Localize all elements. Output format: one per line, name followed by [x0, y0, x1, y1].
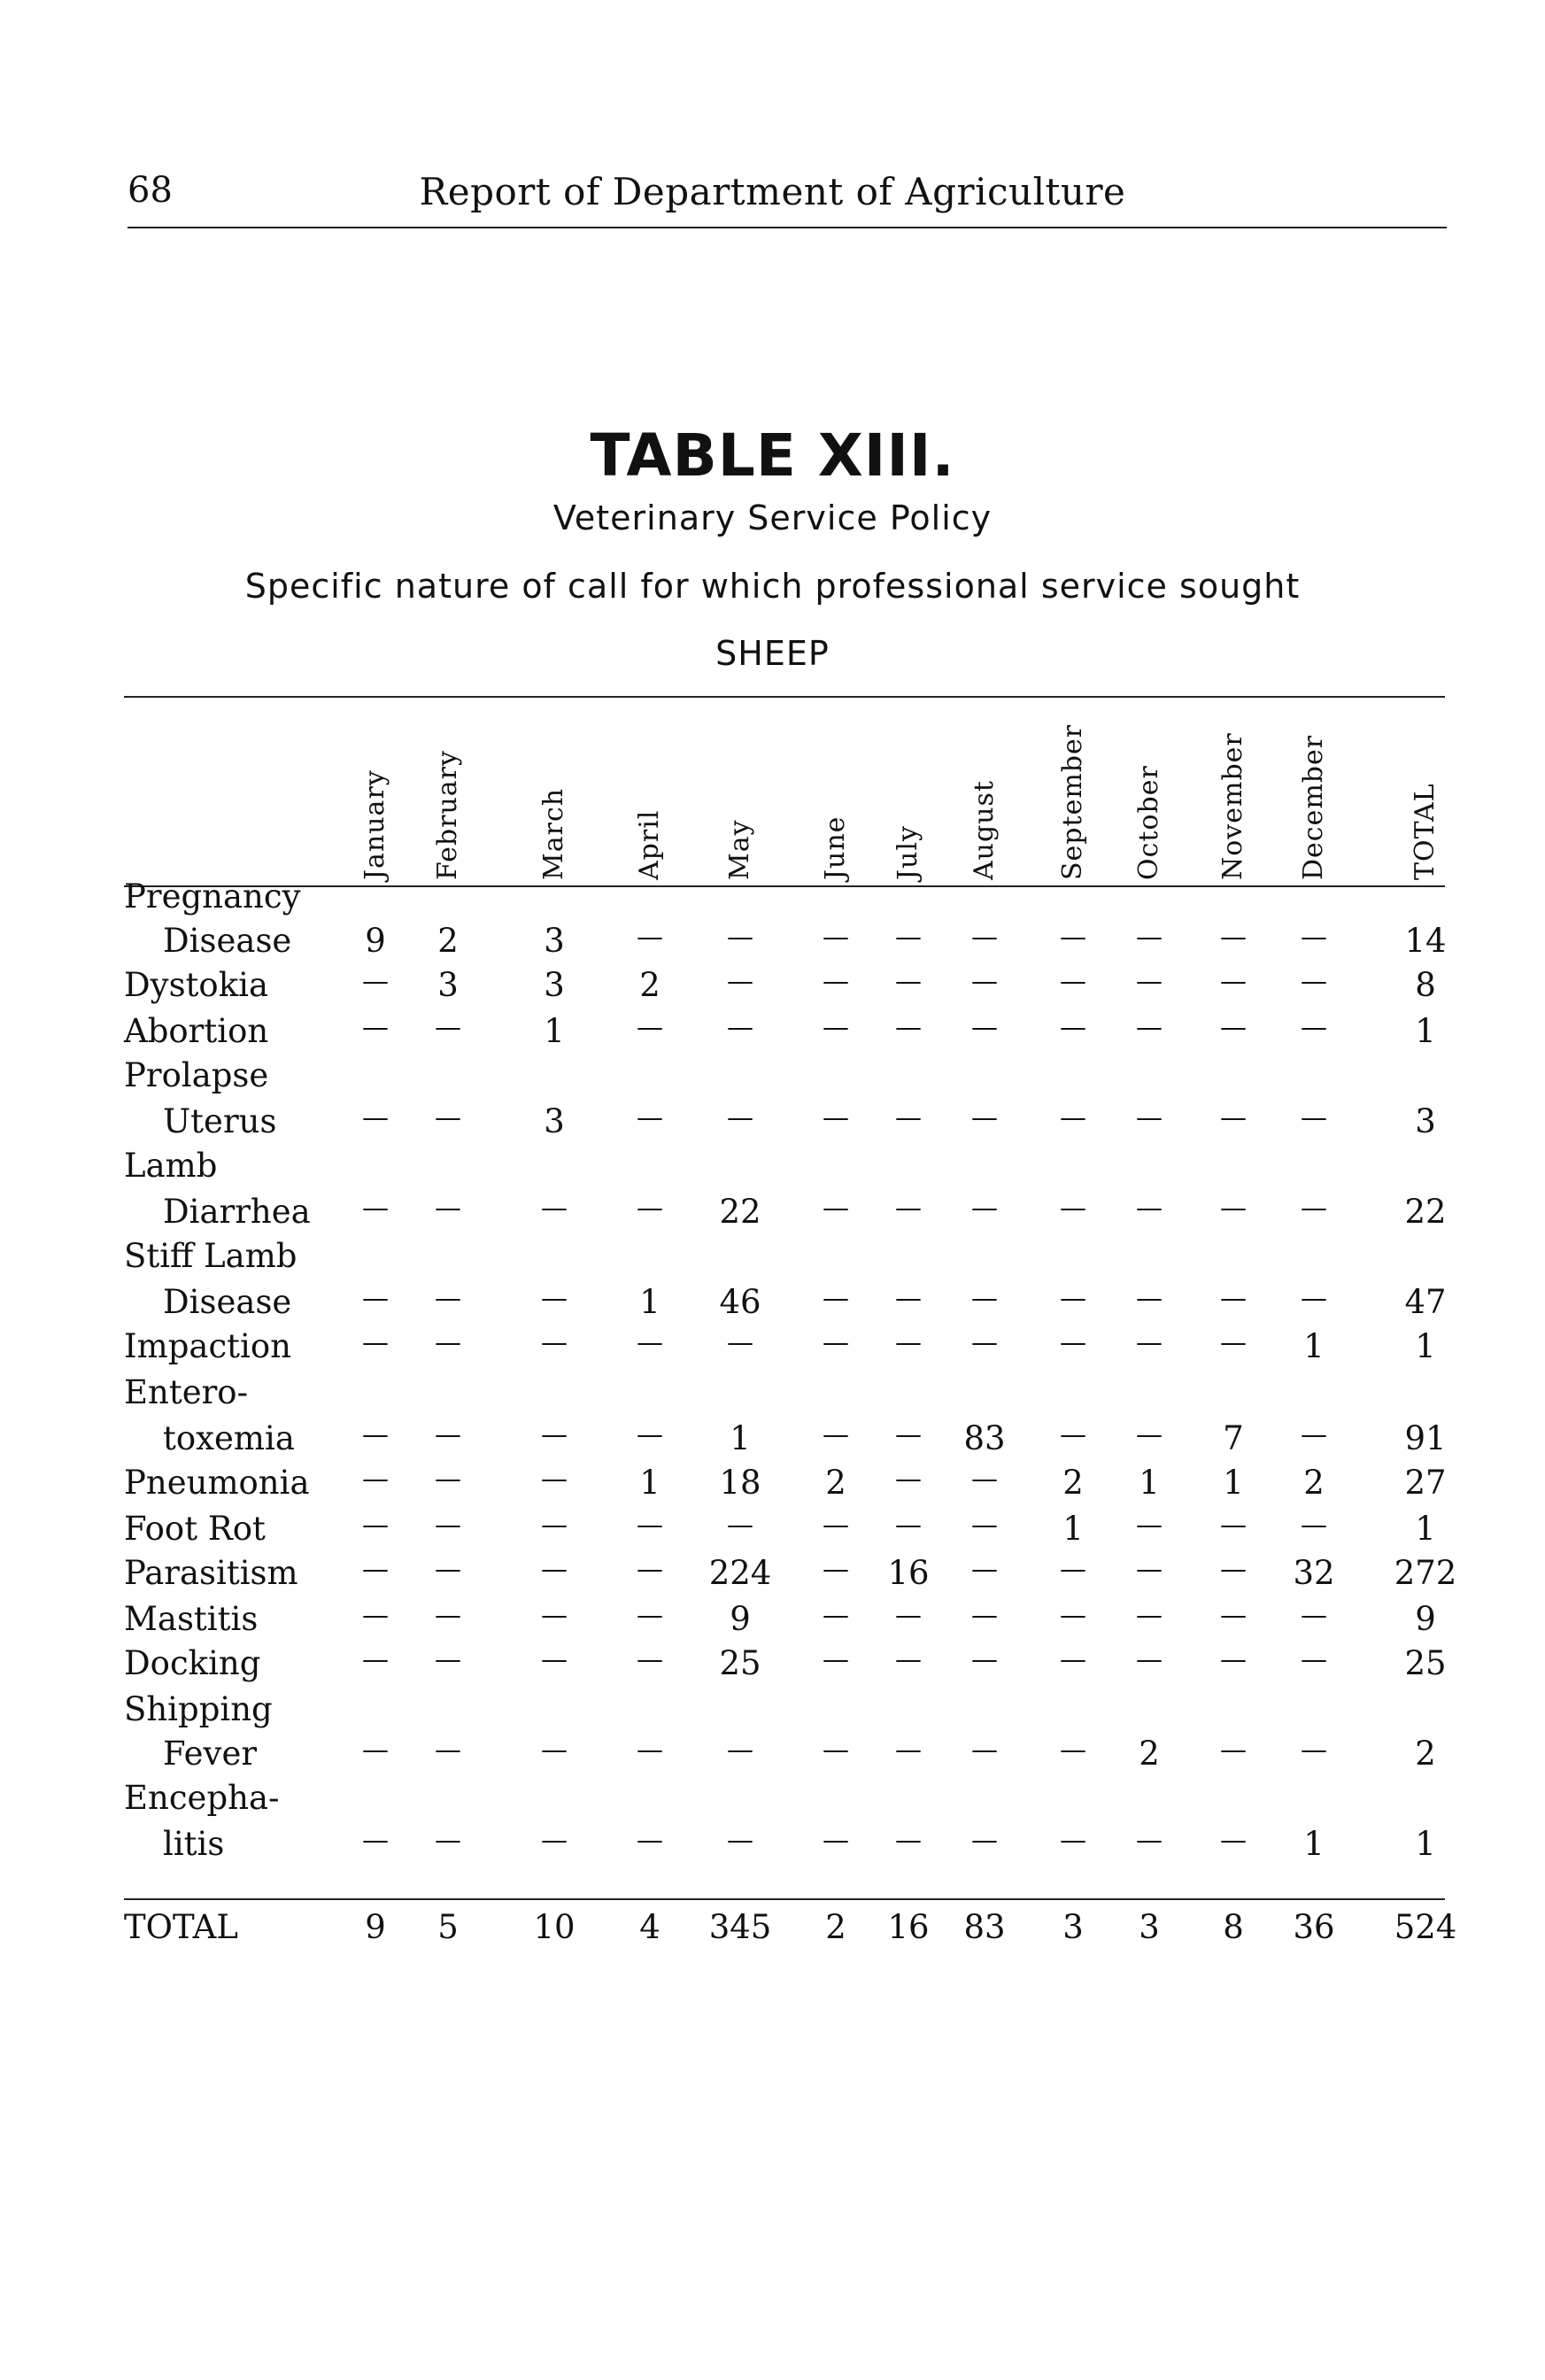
table-cell: 91 — [1404, 1419, 1447, 1457]
row-label: Abortion — [124, 1012, 269, 1050]
table-cell: — — [823, 966, 849, 997]
row-label: Shipping — [124, 1690, 273, 1728]
row-label: Stiff Lamb — [124, 1237, 297, 1275]
total-cell: 5 — [437, 1908, 459, 1946]
table-cell: — — [971, 1102, 998, 1133]
row-label: Entero- — [124, 1373, 249, 1411]
table-cell: — — [637, 1012, 663, 1043]
header-rule-line — [124, 885, 1445, 887]
table-cell: 1 — [1415, 1012, 1436, 1050]
row-label: Impaction — [124, 1327, 291, 1365]
table-cell: — — [362, 1735, 389, 1766]
table-cell: 2 — [825, 1464, 846, 1502]
table-cell: — — [362, 1012, 389, 1043]
table-cell: — — [1060, 922, 1086, 953]
column-header-label: August — [969, 780, 1000, 880]
table-cell: — — [823, 1193, 849, 1224]
column-header-label: April — [634, 809, 665, 880]
row-label: Disease — [163, 1283, 292, 1321]
table-cell: — — [971, 1464, 998, 1495]
table-cell: — — [541, 1644, 568, 1675]
table-cell: — — [895, 966, 922, 997]
table-cell: — — [435, 1327, 461, 1358]
table-cell: — — [895, 1419, 922, 1450]
table-cell: 22 — [1404, 1193, 1447, 1231]
table-cell: 3 — [1415, 1102, 1436, 1140]
table-cell: — — [1220, 1327, 1247, 1358]
table-cell: — — [823, 1012, 849, 1043]
column-header-label: October — [1133, 765, 1164, 880]
table-cell: — — [637, 1735, 663, 1766]
table-cell: — — [1136, 1554, 1163, 1585]
table-cell: — — [971, 1510, 998, 1541]
table-cell: — — [823, 1283, 849, 1314]
table-cell: — — [1060, 1735, 1086, 1766]
table-cell: — — [1220, 1735, 1247, 1766]
table-cell: 32 — [1293, 1554, 1335, 1592]
table-cell: — — [435, 1283, 461, 1314]
table-cell: — — [971, 1327, 998, 1358]
table-cell: — — [823, 1419, 849, 1450]
table-cell: 3 — [544, 922, 565, 960]
table-cell: 2 — [1062, 1464, 1084, 1502]
table-cell: — — [1136, 1825, 1163, 1856]
table-cell: 1 — [730, 1419, 751, 1457]
table-cell: — — [1136, 1644, 1163, 1675]
table-cell: 224 — [708, 1554, 772, 1592]
table-cell: — — [727, 1735, 753, 1766]
table-cell: — — [1220, 1644, 1247, 1675]
table-caption: Specific nature of call for which professional service sought — [244, 567, 1301, 606]
column-header-label: December — [1298, 734, 1329, 880]
table-cell: — — [727, 1102, 753, 1133]
row-label: Prolapse — [124, 1056, 269, 1094]
table-cell: — — [1060, 1012, 1086, 1043]
table-cell: — — [1220, 1283, 1247, 1314]
table-cell: — — [895, 1825, 922, 1856]
table-cell: — — [895, 1193, 922, 1224]
table-cell: 25 — [1404, 1644, 1447, 1682]
table-cell: 8 — [1415, 966, 1436, 1004]
table-cell: — — [541, 1510, 568, 1541]
total-cell: 3 — [1139, 1908, 1160, 1946]
table-cell: 25 — [719, 1644, 761, 1682]
table-cell: — — [362, 1554, 389, 1585]
table-cell: — — [727, 922, 753, 953]
header-rule — [127, 227, 1447, 228]
table-cell: — — [362, 1283, 389, 1314]
table-cell: — — [435, 1600, 461, 1631]
table-cell: — — [727, 1012, 753, 1043]
table-cell: — — [541, 1464, 568, 1495]
table-cell: — — [1301, 1102, 1327, 1133]
table-cell: — — [971, 1283, 998, 1314]
table-subtitle: Veterinary Service Policy — [552, 498, 993, 537]
table-cell: — — [1136, 966, 1163, 997]
row-label: Parasitism — [124, 1554, 298, 1592]
table-cell: 1 — [1303, 1825, 1325, 1863]
table-cell: 1 — [1303, 1327, 1325, 1365]
table-cell: — — [435, 1102, 461, 1133]
table-cell: — — [895, 1644, 922, 1675]
total-cell: 83 — [963, 1908, 1006, 1946]
row-label: Disease — [163, 922, 292, 960]
column-header-label: March — [538, 787, 569, 880]
table-cell: — — [971, 1644, 998, 1675]
table-cell: — — [637, 1644, 663, 1675]
table-cell: — — [1301, 1735, 1327, 1766]
table-cell: 47 — [1404, 1283, 1447, 1321]
table-cell: — — [1136, 1419, 1163, 1450]
table-cell: — — [1220, 1600, 1247, 1631]
table-cell: — — [435, 1735, 461, 1766]
table-cell: — — [541, 1825, 568, 1856]
table-cell: — — [637, 1419, 663, 1450]
table-cell: 14 — [1404, 922, 1447, 960]
table-cell: — — [1136, 1283, 1163, 1314]
table-cell: 2 — [1303, 1464, 1325, 1502]
table-cell: — — [637, 1102, 663, 1133]
table-cell: — — [637, 1510, 663, 1541]
column-header-label: TOTAL — [1410, 783, 1441, 880]
table-cell: 3 — [437, 966, 459, 1004]
table-cell: — — [1060, 1193, 1086, 1224]
table-section-label: SHEEP — [715, 634, 830, 673]
table-cell: — — [541, 1283, 568, 1314]
table-cell: — — [895, 1283, 922, 1314]
table-cell: — — [1220, 1554, 1247, 1585]
table-title: TABLE XIII. — [590, 421, 955, 490]
table-cell: — — [971, 966, 998, 997]
table-cell: — — [895, 1600, 922, 1631]
table-cell: — — [971, 922, 998, 953]
total-rule — [124, 1898, 1445, 1900]
total-cell: 4 — [639, 1908, 660, 1946]
table-cell: — — [637, 1600, 663, 1631]
column-header-label: May — [724, 819, 755, 880]
column-header-label: June — [820, 815, 851, 880]
column-header-label: February — [432, 750, 463, 880]
table-cell: — — [435, 1464, 461, 1495]
table-cell: — — [1301, 1283, 1327, 1314]
table-cell: — — [971, 1012, 998, 1043]
table-cell: — — [1220, 1193, 1247, 1224]
table-cell: 9 — [365, 922, 386, 960]
table-cell: 9 — [1415, 1600, 1436, 1638]
table-cell: — — [727, 1825, 753, 1856]
table-cell: — — [1060, 1825, 1086, 1856]
total-cell: 524 — [1394, 1908, 1457, 1946]
column-header-label: November — [1217, 732, 1248, 880]
table-cell: — — [1060, 1600, 1086, 1631]
table-cell: — — [1301, 1644, 1327, 1675]
table-cell: — — [895, 1012, 922, 1043]
row-label: Pneumonia — [124, 1464, 310, 1502]
table-cell: — — [435, 1644, 461, 1675]
table-cell: — — [1220, 1012, 1247, 1043]
running-title: Report of Department of Agriculture — [419, 170, 1126, 213]
table-cell: — — [362, 1102, 389, 1133]
table-cell: — — [823, 1102, 849, 1133]
table-cell: — — [1060, 1644, 1086, 1675]
table-cell: — — [1301, 1193, 1327, 1224]
table-cell: — — [435, 1193, 461, 1224]
table-cell: — — [362, 1464, 389, 1495]
table-cell: 1 — [1415, 1327, 1436, 1365]
table-cell: — — [541, 1419, 568, 1450]
table-cell: — — [1060, 1554, 1086, 1585]
table-cell: — — [1220, 922, 1247, 953]
table-top-rule — [124, 696, 1445, 698]
table-cell: — — [1136, 1510, 1163, 1541]
table-cell: — — [895, 1464, 922, 1495]
table-cell: 46 — [719, 1283, 761, 1321]
table-cell: 18 — [719, 1464, 761, 1502]
table-cell: — — [1301, 966, 1327, 997]
table-cell: — — [637, 1825, 663, 1856]
table-cell: — — [971, 1600, 998, 1631]
table-cell: — — [435, 1825, 461, 1856]
column-header-label: July — [892, 825, 923, 880]
table-cell: — — [435, 1554, 461, 1585]
table-cell: — — [541, 1600, 568, 1631]
table-cell: 3 — [544, 966, 565, 1004]
table-cell: — — [895, 922, 922, 953]
column-header-label: January — [359, 769, 390, 880]
table-cell: — — [1136, 1102, 1163, 1133]
total-row-label: TOTAL — [124, 1908, 238, 1946]
table-cell: — — [895, 1510, 922, 1541]
table-cell: 1 — [1223, 1464, 1244, 1502]
table-cell: — — [362, 966, 389, 997]
running-head — [0, 170, 1545, 223]
table-cell: 9 — [730, 1600, 751, 1638]
table-cell: — — [637, 922, 663, 953]
table-cell: — — [362, 1510, 389, 1541]
row-label: Pregnancy — [124, 877, 301, 916]
row-label: Lamb — [124, 1147, 218, 1185]
table-cell: — — [1220, 1510, 1247, 1541]
total-cell: 2 — [825, 1908, 846, 1946]
table-cell: — — [362, 1419, 389, 1450]
table-cell: — — [541, 1327, 568, 1358]
total-cell: 9 — [365, 1908, 386, 1946]
total-cell: 10 — [533, 1908, 576, 1946]
column-header-label: September — [1057, 723, 1088, 880]
row-label: litis — [163, 1825, 225, 1863]
total-cell: 36 — [1293, 1908, 1335, 1946]
table-cell: 22 — [719, 1193, 761, 1231]
table-cell: — — [541, 1554, 568, 1585]
table-cell: — — [362, 1193, 389, 1224]
table-cell: — — [727, 966, 753, 997]
total-cell: 3 — [1062, 1908, 1084, 1946]
table-cell: — — [435, 1510, 461, 1541]
table-cell: — — [823, 1327, 849, 1358]
table-cell: 1 — [639, 1464, 660, 1502]
table-cell: — — [362, 1825, 389, 1856]
row-label: Diarrhea — [163, 1193, 311, 1231]
table-cell: — — [823, 1600, 849, 1631]
table-cell: — — [1060, 1102, 1086, 1133]
table-cell: — — [971, 1193, 998, 1224]
table-cell: — — [1136, 922, 1163, 953]
table-cell: — — [1220, 1825, 1247, 1856]
table-cell: — — [1301, 1419, 1327, 1450]
table-cell: — — [1060, 1419, 1086, 1450]
table-cell: 83 — [963, 1419, 1006, 1457]
row-label: toxemia — [163, 1419, 295, 1457]
total-cell: 8 — [1223, 1908, 1244, 1946]
table-cell: — — [727, 1327, 753, 1358]
row-label: Fever — [163, 1735, 258, 1773]
table-cell: 2 — [437, 922, 459, 960]
table-cell: 27 — [1404, 1464, 1447, 1502]
table-cell: — — [727, 1510, 753, 1541]
table-cell: 1 — [544, 1012, 565, 1050]
table-cell: 7 — [1223, 1419, 1244, 1457]
table-cell: 1 — [1415, 1510, 1436, 1548]
table-cell: — — [1220, 1102, 1247, 1133]
table-cell: — — [541, 1735, 568, 1766]
table-cell: — — [362, 1327, 389, 1358]
table-cell: — — [1136, 1327, 1163, 1358]
table-cell: — — [1136, 1193, 1163, 1224]
row-label: Encepha- — [124, 1779, 280, 1817]
table-cell: 16 — [887, 1554, 930, 1592]
table-cell: 1 — [1139, 1464, 1160, 1502]
table-cell: — — [895, 1102, 922, 1133]
table-cell: 2 — [639, 966, 660, 1004]
table-cell: 3 — [544, 1102, 565, 1140]
table-cell: — — [362, 1600, 389, 1631]
row-label: Uterus — [163, 1102, 277, 1140]
table-cell: — — [1136, 1600, 1163, 1631]
table-cell: — — [1220, 966, 1247, 997]
table-cell: — — [823, 1510, 849, 1541]
table-cell: — — [823, 922, 849, 953]
table-cell: — — [1301, 1012, 1327, 1043]
total-cell: 345 — [708, 1908, 772, 1946]
table-cell: — — [1060, 1327, 1086, 1358]
table-cell: — — [541, 1193, 568, 1224]
table-cell: 2 — [1139, 1735, 1160, 1773]
table-cell: — — [971, 1554, 998, 1585]
table-cell: 1 — [639, 1283, 660, 1321]
table-cell: — — [895, 1327, 922, 1358]
total-cell: 16 — [887, 1908, 930, 1946]
table-cell: 2 — [1415, 1735, 1436, 1773]
table-cell: — — [1136, 1012, 1163, 1043]
table-cell: — — [1301, 922, 1327, 953]
table-cell: — — [823, 1825, 849, 1856]
page-number: 68 — [127, 170, 173, 211]
table-cell: — — [971, 1825, 998, 1856]
table-cell: — — [823, 1554, 849, 1585]
table-cell: — — [435, 1419, 461, 1450]
row-label: Docking — [124, 1644, 261, 1682]
table-cell: — — [637, 1554, 663, 1585]
table-cell: — — [895, 1735, 922, 1766]
row-label: Mastitis — [124, 1600, 259, 1638]
table-cell: — — [823, 1735, 849, 1766]
table-cell: — — [435, 1012, 461, 1043]
table-cell: — — [637, 1327, 663, 1358]
row-label: Foot Rot — [124, 1510, 266, 1548]
table-cell: — — [637, 1193, 663, 1224]
table-cell: 272 — [1394, 1554, 1457, 1592]
table-cell: — — [823, 1644, 849, 1675]
table-cell: — — [1301, 1510, 1327, 1541]
table-cell: — — [1060, 1283, 1086, 1314]
table-cell: 1 — [1415, 1825, 1436, 1863]
table-cell: — — [971, 1735, 998, 1766]
table-cell: 1 — [1062, 1510, 1084, 1548]
table-cell: — — [362, 1644, 389, 1675]
row-label: Dystokia — [124, 966, 269, 1004]
table-cell: — — [1301, 1600, 1327, 1631]
table-cell: — — [1060, 966, 1086, 997]
